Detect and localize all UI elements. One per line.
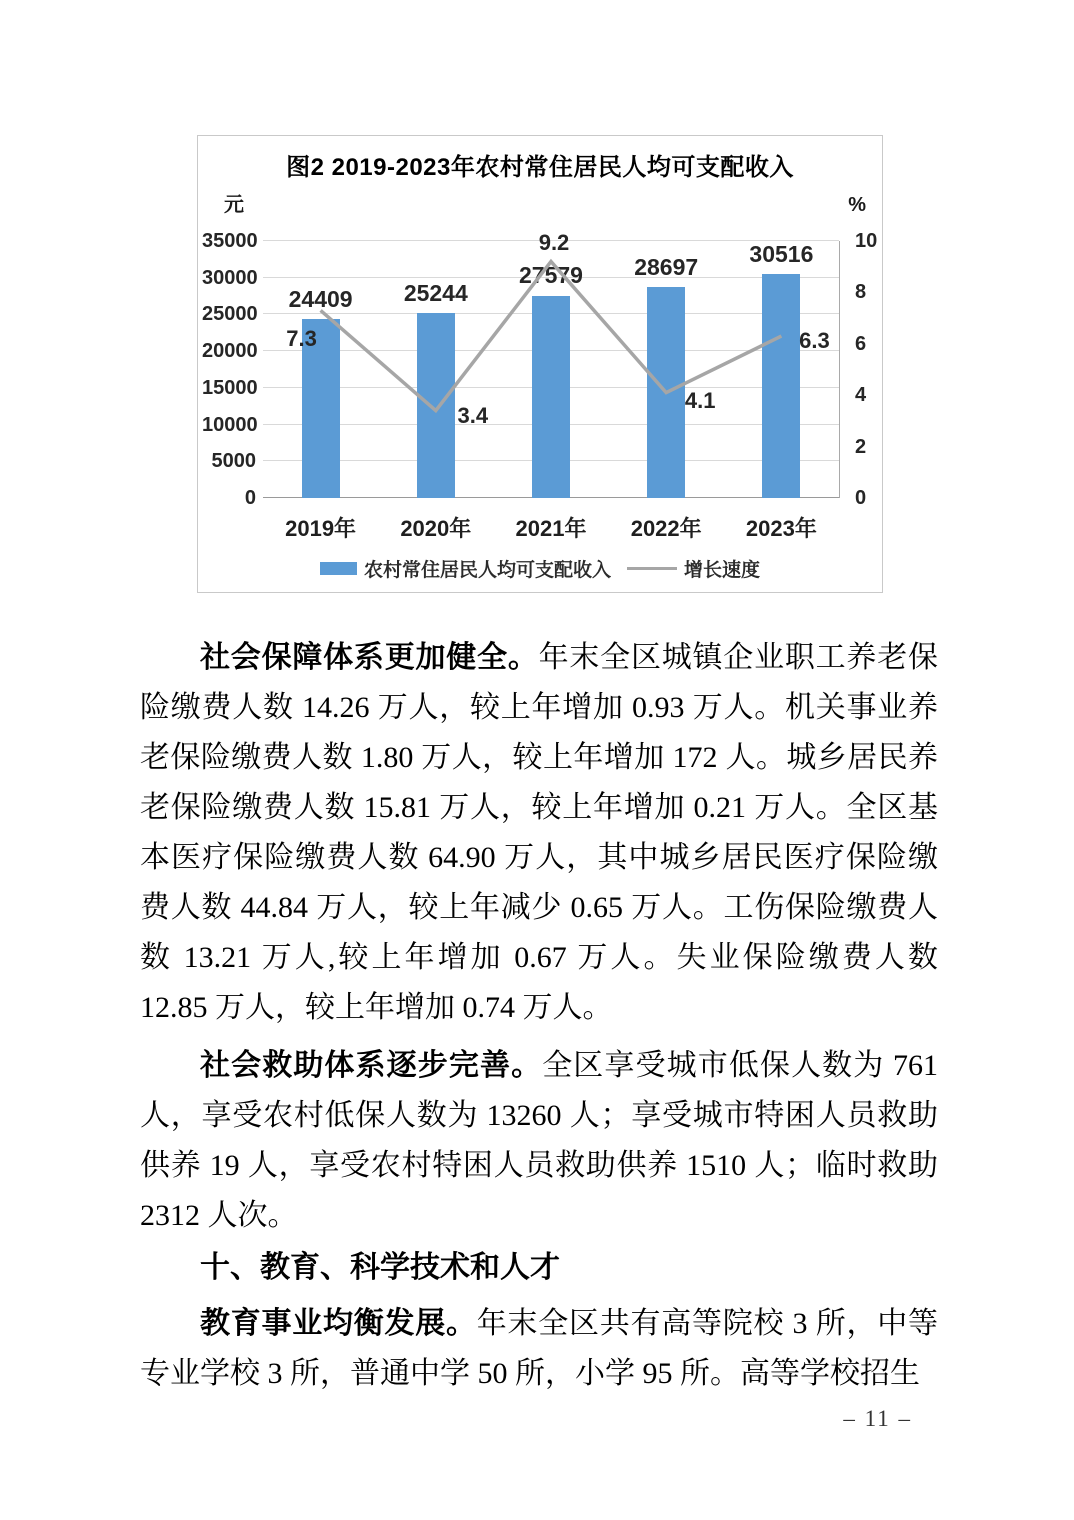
x-axis-label: 2022年	[630, 516, 702, 541]
right-axis-line	[839, 241, 840, 498]
paragraph-lead: 社会保障体系更加健全。	[200, 641, 539, 674]
page-number: – 11 –	[843, 1406, 912, 1431]
x-axis-label: 2020年	[400, 516, 472, 541]
bar-value-label: 30516	[749, 240, 814, 267]
x-axis-label: 2023年	[745, 516, 817, 541]
paragraph-lead: 社会救助体系逐步完善。	[200, 1049, 543, 1082]
x-axis-label: 2021年	[515, 516, 587, 541]
y-axis-tick-left: 0	[244, 487, 256, 509]
paragraph-lead: 十、教育、科学技术和人才	[200, 1251, 560, 1284]
paragraph-text: 年末全区城镇企业职工养老保险缴费人数 14.26 万人，较上年增加 0.93 万人。机关事业养老保险缴费人数 1.80 万人，较上年增加 172 人。城乡居民养老保险缴费人数 15.81 万人，较上年增加 0.21 万人。全区基本医疗保险缴费人数 64.90 万人，其中城乡居民医疗保险缴费人数 44.84 万人，较上年减少 0.65 万人。工伤保险缴费人数 13.21 万人,较上年增加 0.67 万人。失业保险缴费人数 12.85 万人，较上年增加 0.74 万人。	[140, 641, 939, 1024]
chart-figure	[197, 135, 883, 593]
paragraph	[140, 1041, 938, 1241]
bar-value-label: 24409	[288, 285, 353, 312]
y-axis-tick-left: 5000	[211, 450, 256, 473]
y-axis-tick-left: 25000	[202, 303, 258, 326]
section-heading	[140, 1243, 938, 1293]
paragraph-lead: 教育事业均衡发展。	[200, 1307, 477, 1340]
plot-area	[263, 229, 839, 498]
y-axis-tick-right: 6	[855, 332, 867, 355]
document-body	[140, 633, 938, 1399]
growth-value-label: 7.3	[286, 326, 317, 352]
paragraph	[140, 633, 938, 1033]
growth-value-label: 9.2	[538, 229, 570, 255]
left-axis-unit: 元	[224, 194, 244, 216]
y-axis-tick-left: 15000	[202, 376, 258, 399]
growth-value-label: 6.3	[799, 328, 830, 354]
bar-value-label: 28697	[634, 254, 699, 281]
y-axis-tick-right: 8	[855, 281, 867, 304]
growth-value-label: 4.1	[684, 387, 716, 413]
y-axis-tick-right: 4	[855, 384, 867, 407]
legend-label-growth: 增长速度	[684, 560, 761, 581]
growth-value-label: 3.4	[457, 402, 489, 428]
y-axis-tick-left: 35000	[202, 230, 258, 252]
legend-line-growth	[627, 567, 677, 570]
x-axis-label: 2019年	[285, 516, 357, 541]
paragraph-text: 年末全区共有高等院校 3 所，中等专业学校 3 所，普通中学 50 所，小学 95 所。高等学校招生	[140, 1307, 938, 1390]
paragraph-text: 全区享受城市低保人数为 761 人，享受农村低保人数为 13260 人；享受城市特困人员救助供养 19 人，享受农村特困人员救助供养 1510 人；临时救助 2312 人次。	[140, 1049, 939, 1232]
chart-title: 图2 2019-2023年农村常住居民人均可支配收入	[286, 154, 794, 181]
bar-value-label: 25244	[403, 279, 468, 306]
y-axis-tick-left: 30000	[202, 266, 258, 289]
y-axis-tick-right: 2	[855, 435, 867, 458]
bar-value-label: 27579	[519, 262, 583, 289]
right-axis-unit: %	[848, 194, 866, 216]
y-axis-tick-left: 10000	[202, 413, 258, 436]
paragraph	[140, 1299, 938, 1399]
y-axis-tick-right: 0	[855, 487, 867, 509]
y-axis-tick-right: 10	[855, 230, 878, 252]
legend-swatch-income	[320, 562, 357, 575]
y-axis-tick-left: 20000	[202, 340, 258, 363]
legend-label-income: 农村常住居民人均可支配收入	[363, 560, 611, 581]
growth-line	[263, 241, 839, 498]
chart-legend	[198, 555, 882, 582]
